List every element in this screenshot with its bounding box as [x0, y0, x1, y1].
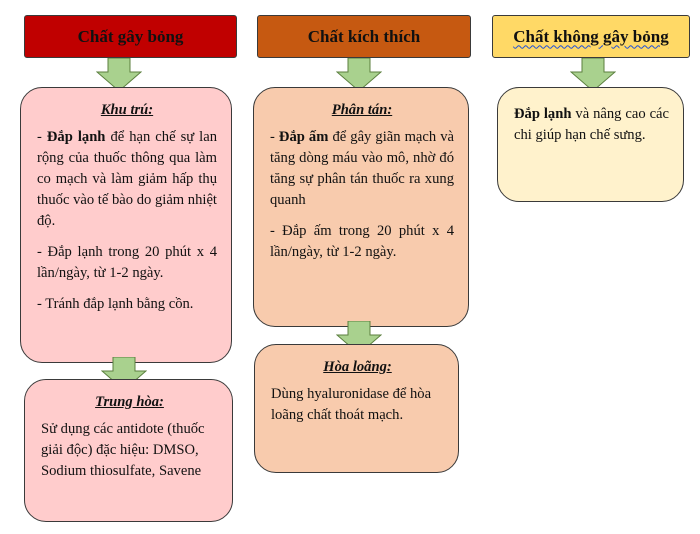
header-chat-khong-gay-bong — [492, 15, 690, 58]
bold-term: Đắp lạnh — [46, 129, 106, 145]
paragraph: - Đắp lạnh trong 20 phút x 4 lần/ngày, từ 1-2 ngày. — [37, 244, 217, 281]
trung-hoa-box — [24, 379, 233, 522]
paragraph: Đắp lạnh và nâng cao các chi giúp hạn chế sưng. — [514, 106, 670, 143]
bold-term: Đắp ấm — [278, 129, 329, 145]
paragraph: Dùng hyaluronidase để hòa loãng chất thoát mạch. — [271, 386, 432, 423]
box-title: Khu trú: — [100, 102, 154, 118]
paragraph: - Đắp ấm để gây giãn mạch và tăng dòng máu vào mô, nhờ đó tăng sự phân tán thuốc ra xung quanh — [270, 129, 455, 208]
bold-term: Đắp lạnh — [514, 106, 572, 122]
header-chat-gay-bong — [24, 15, 237, 58]
header-label: Chất kích thích — [307, 26, 421, 46]
header-chat-kich-thich — [257, 15, 471, 58]
paragraph: - Đắp lạnh để hạn chế sự lan rộng của thuốc thông qua làm co mạch và làm giảm hấp thụ thuốc vào tế bào do giảm nhiệt độ. — [37, 129, 217, 229]
box-title: Trung hòa: — [95, 394, 164, 410]
paragraph: Sử dụng các antidote (thuốc giải độc) đặc hiệu: DMSO, Sodium thiosulfate, Savene — [41, 421, 205, 479]
phan-tan-box — [253, 87, 469, 327]
box-title: Phân tán: — [331, 102, 393, 118]
box-title: Hòa loãng: — [323, 359, 392, 375]
khu-tru-box — [20, 87, 232, 363]
paragraph: - Đắp ấm trong 20 phút x 4 lần/ngày, từ 1-2 ngày. — [270, 223, 454, 260]
header-label: Chất không gây bỏng — [513, 26, 669, 46]
hoa-loang-box — [254, 344, 459, 473]
cold-compress-box — [497, 87, 684, 202]
paragraph: - Tránh đắp lạnh bằng cồn. — [37, 296, 194, 312]
header-label: Chất gây bỏng — [77, 26, 184, 46]
